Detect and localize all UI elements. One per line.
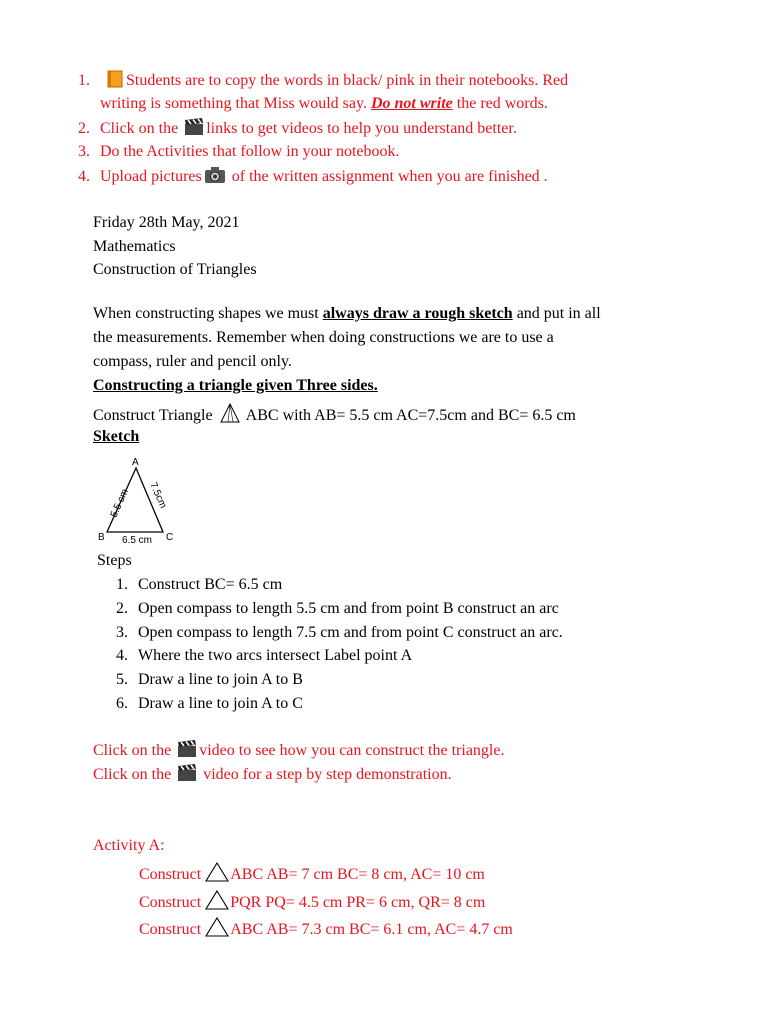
intro-line-1 <box>93 304 601 324</box>
task-text: ABC with AB= 5.5 cm AC=7.5cm and BC= 6.5 cm <box>242 407 576 424</box>
step-text: Draw a line to join A to C <box>138 695 303 712</box>
camera-icon <box>204 166 226 190</box>
activity-label: Construct <box>139 921 206 938</box>
instruction-2 <box>78 118 517 142</box>
lesson-subject: Mathematics <box>93 238 176 255</box>
step-number: 5. <box>116 671 128 689</box>
instruction-text: writing is something that Miss would say. <box>100 95 371 112</box>
section-title: Constructing a triangle given Three sides. <box>93 377 378 394</box>
instruction-text: the red words. <box>452 95 548 112</box>
step-item <box>116 646 412 666</box>
vertex-label-c: C <box>166 532 174 543</box>
intro-emphasis: always draw a rough sketch <box>322 305 513 322</box>
instruction-text: links to get videos to help you understand better. <box>206 120 517 137</box>
step-text: Open compass to length 5.5 cm and from point B construct an arc <box>138 599 559 617</box>
task-line <box>93 403 576 429</box>
step-number: 1. <box>116 576 128 593</box>
instruction-text: Upload pictures <box>100 168 202 185</box>
step-item <box>116 623 563 643</box>
side-label-bc: 6.5 cm <box>122 535 153 546</box>
activity-text: ABC AB= 7.3 cm BC= 6.1 cm, AC= 4.7 cm <box>230 921 513 938</box>
step-item <box>116 575 282 595</box>
side-label-ab: 5.5 cm <box>108 487 131 520</box>
do-not-write-emphasis: Do not write <box>370 95 453 112</box>
activity-text: ABC AB= 7 cm BC= 8 cm, AC= 10 cm <box>230 866 485 883</box>
triangle-icon <box>205 862 229 888</box>
video-link-text: Click on the <box>93 742 176 759</box>
book-icon <box>106 70 124 94</box>
sketch-heading: Sketch <box>93 428 140 445</box>
instruction-text: Click on the <box>100 120 183 137</box>
step-text: Construct BC= 6.5 cm <box>138 576 283 593</box>
step-item <box>116 599 559 619</box>
instruction-3 <box>78 142 400 162</box>
vertex-label-b: B <box>98 532 105 543</box>
instruction-1-cont <box>100 94 548 114</box>
intro-line-3: compass, ruler and pencil only. <box>93 353 292 370</box>
lesson-date: Friday 28th May, 2021 <box>93 214 240 231</box>
intro-text: When constructing shapes we must <box>93 305 323 322</box>
triangle-icon <box>205 890 229 916</box>
instruction-4 <box>78 166 548 190</box>
intro-line-2: the measurements. Remember when doing constructions we are to use a <box>93 329 554 346</box>
activity-item <box>139 890 485 916</box>
list-number: 3. <box>78 143 90 160</box>
activity-label: Construct <box>139 893 206 911</box>
intro-text: and put in all <box>512 305 601 322</box>
step-item <box>116 694 303 714</box>
step-number: 6. <box>116 695 128 712</box>
instruction-text: of the written assignment when you are finished . <box>227 168 548 185</box>
vertex-label-a: A <box>132 457 139 468</box>
list-number: 4. <box>78 168 90 185</box>
steps-heading: Steps <box>97 552 132 569</box>
activity-item <box>139 862 485 888</box>
clapperboard-icon[interactable] <box>184 118 204 142</box>
lesson-topic: Construction of Triangles <box>93 261 257 278</box>
video-link-2[interactable] <box>93 764 452 788</box>
video-link-text: video to see how you can construct the triangle. <box>199 742 505 759</box>
activity-title: Activity A: <box>93 837 165 854</box>
step-number: 3. <box>116 623 128 641</box>
step-number: 4. <box>116 647 128 665</box>
instruction-text: Do the Activities that follow in your notebook. <box>100 143 400 160</box>
triangle-sketch <box>95 452 185 548</box>
video-link-text: video for a step by step demonstration. <box>199 766 452 783</box>
instruction-text: Students are to copy the words in black/ pink in their notebooks. Red <box>126 72 569 89</box>
side-label-ac: 7.5cm <box>147 480 169 511</box>
step-item <box>116 670 303 690</box>
activity-text: PQR PQ= 4.5 cm PR= 6 cm, QR= 8 cm <box>230 893 486 911</box>
activity-label: Construct <box>139 866 206 883</box>
instruction-1 <box>78 70 568 94</box>
clapperboard-icon[interactable] <box>177 740 197 764</box>
video-link-1[interactable] <box>93 740 504 764</box>
step-text: Draw a line to join A to B <box>138 671 303 689</box>
triangle-icon <box>220 403 240 429</box>
step-text: Open compass to length 7.5 cm and from point C construct an arc. <box>138 623 563 641</box>
list-number: 1. <box>78 72 90 89</box>
step-number: 2. <box>116 599 128 617</box>
task-text: Construct Triangle <box>93 407 217 424</box>
triangle-icon <box>205 917 229 943</box>
step-text: Where the two arcs intersect Label point A <box>138 647 413 665</box>
clapperboard-icon[interactable] <box>177 764 197 788</box>
activity-item <box>139 917 513 943</box>
list-number: 2. <box>78 120 90 137</box>
video-link-text: Click on the <box>93 766 176 783</box>
